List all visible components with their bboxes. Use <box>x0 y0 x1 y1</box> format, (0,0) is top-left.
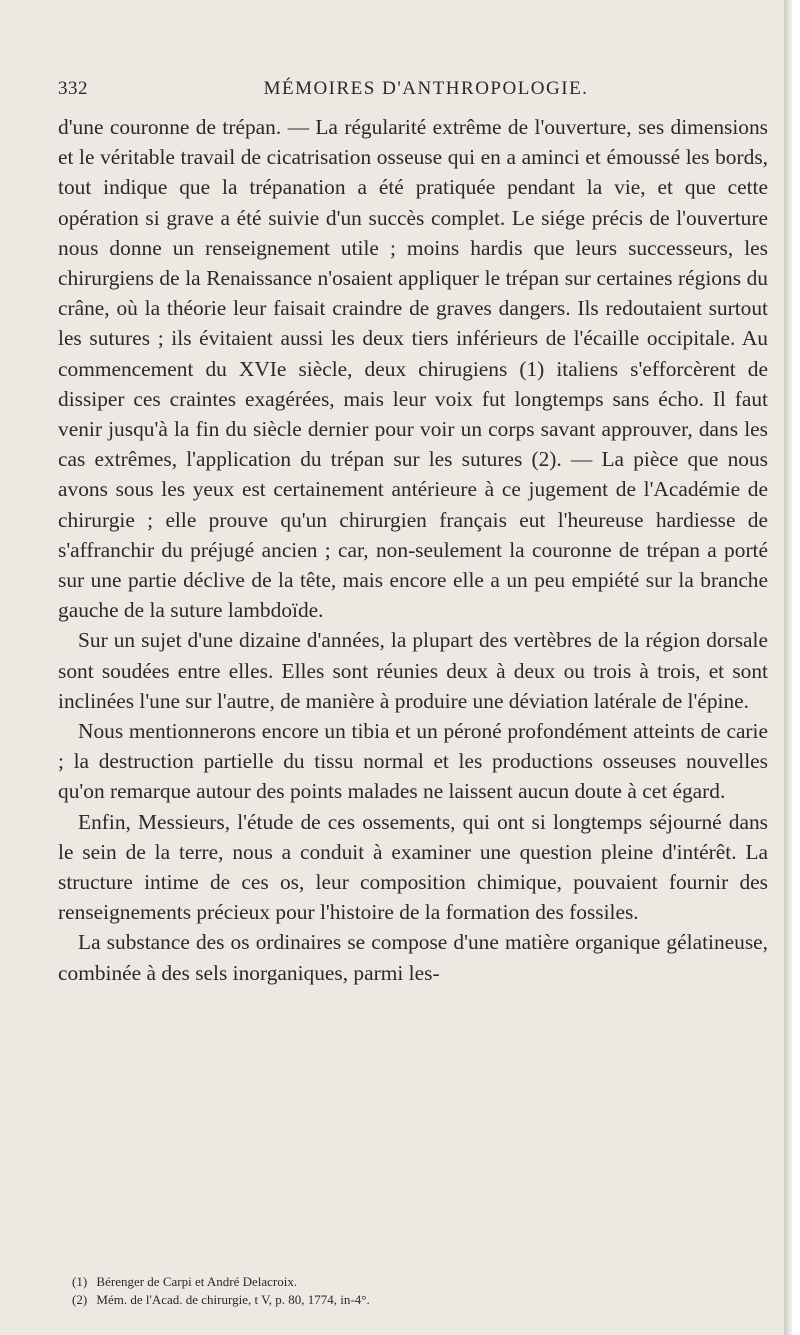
running-head-title: MÉMOIRES D'ANTHROPOLOGIE. <box>263 78 589 99</box>
footnote-mark: (2) <box>72 1292 88 1307</box>
page-edge-shadow <box>784 0 792 1335</box>
footnote-text: Bérenger de Carpi et André Delacroix. <box>96 1274 298 1289</box>
footnote-1 <box>72 1273 762 1291</box>
footnote-text: Mém. de l'Acad. de chirurgie, t V, p. 80, 1774, in-4°. <box>96 1292 370 1307</box>
paragraph-vertebrae: Sur un sujet d'une dizaine d'années, la plupart des vertèbres de la région dorsale sont soudées entre elles. Elles sont réunies deux à deux ou trois à trois, et sont inclinées l'une sur l'autre, de manière à produire une déviation latérale de l'épine. <box>58 628 768 713</box>
running-head <box>58 78 768 104</box>
paragraph-substance: La substance des os ordinaires se compose d'une matière organique gélatineuse, combinée à des sels inorganiques, parmi les- <box>58 930 768 985</box>
footnote-2 <box>72 1291 762 1309</box>
paragraph-trepanation: d'une couronne de trépan. — La régularité extrême de l'ouverture, ses dimensions et le véritable travail de cicatrisation osseuse qui en a aminci et émoussé les bords, tout indique que la trépanation a été pratiquée pendant la vie, et que cette opération si grave a été suivie d'un succès complet. Le siége précis de l'ouverture nous donne un renseignement utile ; moins hardis que leurs successeurs, les chirurgiens de la Renaissance n'osaient appliquer le trépan sur certaines régions du crâne, où la théorie leur faisait craindre de graves dangers. Ils redoutaient surtout les sutures ; ils évitaient aussi les deux tiers inférieurs de l'écaille occipitale. Au commencement du XVIe siècle, deux chirugiens (1) italiens s'efforcèrent de dissiper ces craintes exagérées, mais leur voix fut longtemps sans écho. Il faut venir jusqu'à la fin du siècle dernier pour voir un corps savant approuver, dans les cas extrêmes, l'application du trépan sur les sutures (2). — La pièce que nous avons sous les yeux est certainement antérieure à ce jugement de l'Académie de chirurgie ; elle prouve qu'un chirurgien français eut l'heureuse hardiesse de s'affranchir du préjugé ancien ; car, non-seulement la couronne de trépan a porté sur une partie déclive de la tête, mais encore elle a un peu empiété sur la branche gauche de la suture lambdoïde. <box>58 115 768 623</box>
paragraph-tibia: Nous mentionnerons encore un tibia et un péroné profondément atteints de carie ; la destruction partielle du tissu normal et les productions osseuses nouvelles qu'on remarque autour des points malades ne laissent aucun doute à cet égard. <box>58 719 768 804</box>
footnotes <box>72 1273 762 1309</box>
page-number: 332 <box>58 78 88 99</box>
body-text <box>58 112 768 988</box>
paragraph-fossils: Enfin, Messieurs, l'étude de ces ossements, qui ont si longtemps séjourné dans le sein de la terre, nous a conduit à examiner une question pleine d'intérêt. La structure intime de ces os, leur composition chimique, pouvaient fournir des renseignements précieux pour l'histoire de la formation des fossiles. <box>58 809 768 925</box>
footnote-mark: (1) <box>72 1274 88 1289</box>
